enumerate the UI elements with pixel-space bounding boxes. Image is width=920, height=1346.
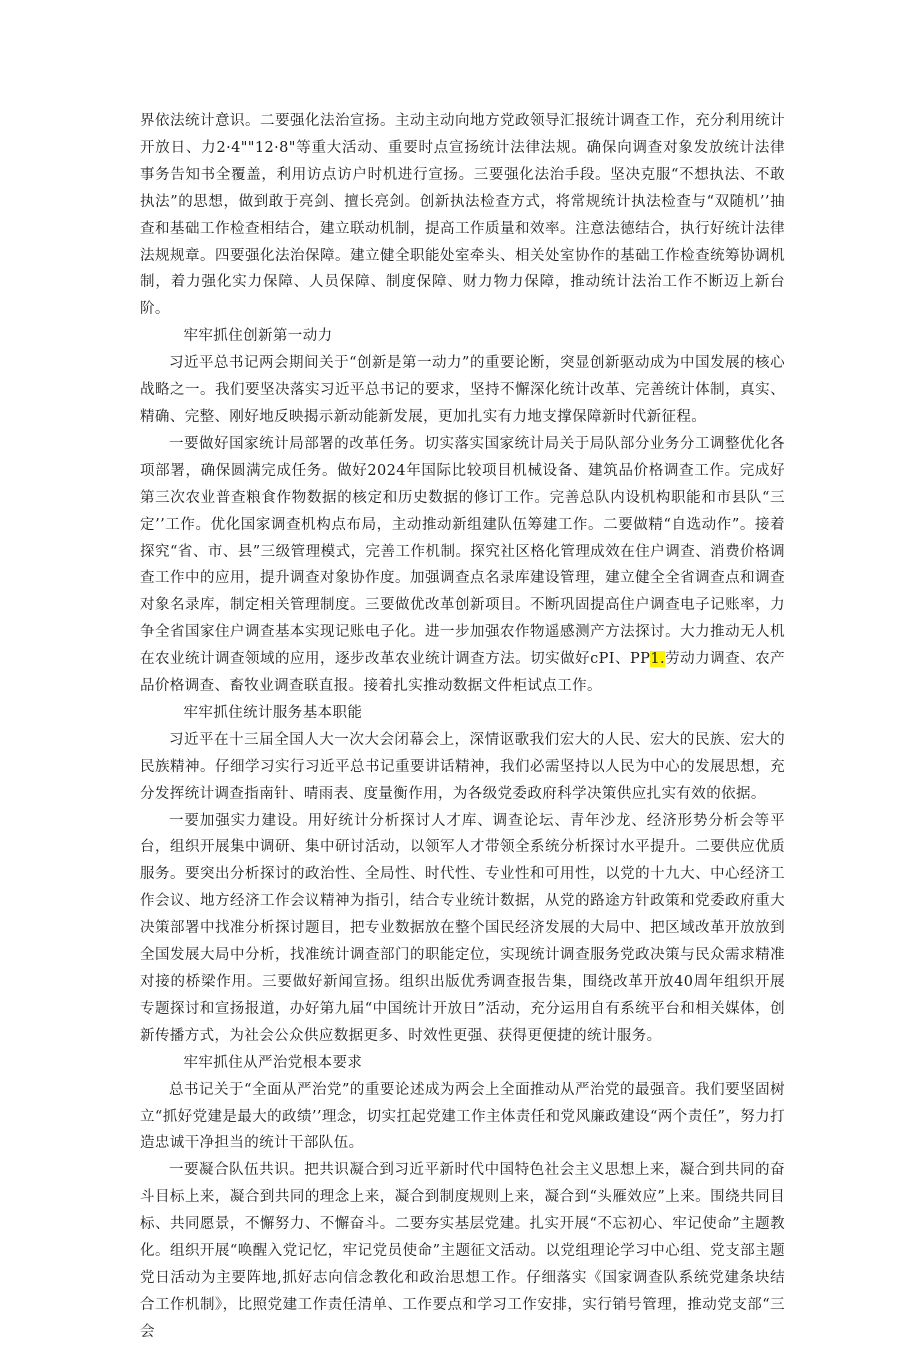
section-heading-service: 牢牢抓住统计服务基本职能 [183, 704, 363, 721]
section-heading-party: 牢牢抓住从严治党根本要求 [183, 1054, 363, 1071]
paragraph-capacity-building: 一要加强实力建设。用好统计分析探讨人才库、调查论坛、青年沙龙、经济形势分析会等平台，组织开展集中调研、集中研讨活动，以领军人才带领全系统分析探讨水平提升。二要供应优质服务。要突出分析探讨的政治性、全局性、时代性、专业性和可用性，以党的十九大、中心经济工作会议、地方经济工作会议精神为指引，结合专业统计数据，从党的路途方针政策和党委政府重大决策部署中找准分析探讨题目，把专业数据放在整个国民经济发展的大局中、把区域改革开放放到全国发展大局中分析，找准统计调查部门的职能定位，实现统计调查服务党政决策与民众需求精准对接的桥梁作用。三要做好新闻宣扬。组织出版优秀调查报告集，围绕改革开放40周年组织开展专题探讨和宣扬报道，办好第九届“中国统计开放日”活动，充分运用自有系统平台和相关媒体，创新传播方式，为社会公众供应数据更多、时效性更强、获得更便捷的统计服务。 [140, 812, 785, 1044]
paragraph-reform-tasks [140, 431, 785, 700]
reform-text-before: 一要做好国家统计局部署的改革任务。切实落实国家统计局关于局队部分业务分工调整优化各项部署，确保圆满完成任务。做好2024年国际比较项目机械设备、建筑品价格调查工作。完成好第三次农业普查粮食作物数据的核定和历史数据的修订工作。完善总队内设机构职能和市县队“三定’’工作。优化国家调查机构点布局，主动推动新组建队伍筹建工作。二要做精“自选动作”。接着探究“省、市、县”三级管理模式，完善工作机制。探究社区格化管理成效在住户调查、消费价格调查工作中的应用，提升调查对象协作度。加强调查点名录库建设管理，建立健全全省调查点和调查对象名录库，制定相关管理制度。三要做优改革创新项目。不断巩固提高住户调查电子记账率，力争全省国家住户调查基本实现记账电子化。进一步加强农作物遥感测产方法探讨。大力推动无人机在农业统计调查领域的应用，逐步改革农业统计调查方法。切实做好cPI、PP [140, 435, 785, 668]
document-page [140, 108, 785, 1346]
highlighted-text: 1. [650, 651, 665, 668]
section-heading-innovation: 牢牢抓住创新第一动力 [183, 328, 333, 345]
paragraph-innovation-intro: 习近平总书记两会期间关于“创新是第一动力”的重要论断，突显创新驱动成为中国发展的核心战略之一。我们要坚决落实习近平总书记的要求，坚持不懈深化统计改革、完善统计体制，真实、精确、完整、刚好地反映揭示新动能新发展，更加扎实有力地支撑保障新时代新征程。 [140, 355, 785, 425]
paragraph-team-consensus: 一要凝合队伍共识。把共识凝合到习近平新时代中国特色社会主义思想上来，凝合到共同的奋斗目标上来，凝合到共同的理念上来，凝合到制度规则上来，凝合到“头雁效应”上来。围绕共同目标、共同愿景，不懈努力、不懈奋斗。二要夯实基层党建。扎实开展“不忘初心、牢记使命”主题教化。组织开展“唤醒入党记忆，牢记党员使命”主题征文活动。以党组理论学习中心组、党支部主题党日活动为主要阵地,抓好志向信念教化和政治思想工作。仔细落实《国家调查队系统党建条块结合工作机制》，比照党建工作责任清单、工作要点和学习工作安排，实行销号管理，推动党支部“三会 [140, 1162, 785, 1340]
paragraph-law-publicity: 界依法统计意识。二要强化法治宣扬。主动主动向地方党政领导汇报统计调查工作，充分利用统计开放日、力2·4""12·8"等重大活动、重要时点宣扬统计法律法规。确保向调查对象发放统计法律事务告知书全覆盖，利用访点访户时机进行宣扬。三要强化法治手段。坚决克服“不想执法、不敢执法”的思想，做到敢于亮剑、擅长亮剑。创新执法检查方式，将常规统计执法检查与“双随机’’抽查和基础工作检查相结合，建立联动机制，提高工作质量和效率。注意法德结合，执行好统计法律法规规章。四要强化法治保障。建立健全职能处室牵头、相关处室协作的基础工作检查统筹协调机制，着力强化实力保障、人员保障、制度保障、财力物力保障，推动统计法治工作不断迈上新台阶。 [140, 113, 785, 318]
reform-text-after: 劳动力调查、农产品价格调查、畜牧业调查联直报。接着扎实推动数据文件柜试点工作。 [140, 651, 785, 695]
paragraph-party-intro: 总书记关于“全面从严治党”的重要论述成为两会上全面推动从严治党的最强音。我们要坚固树立“抓好党建是最大的政绩’’理念，切实扛起党建工作主体责任和党风廉政建设“两个责任”，努力打造忠诚干净担当的统计干部队伍。 [140, 1081, 785, 1152]
paragraph-service-intro: 习近平在十三届全国人大一次大会闭幕会上，深情讴歌我们宏大的人民、宏大的民族、宏大的民族精神。仔细学习实行习近平总书记重要讲话精神，我们必需坚持以人民为中心的发展思想，充分发挥统计调查指南针、晴雨表、度量衡作用，为各级党委政府科学决策供应扎实有效的依据。 [140, 731, 785, 802]
